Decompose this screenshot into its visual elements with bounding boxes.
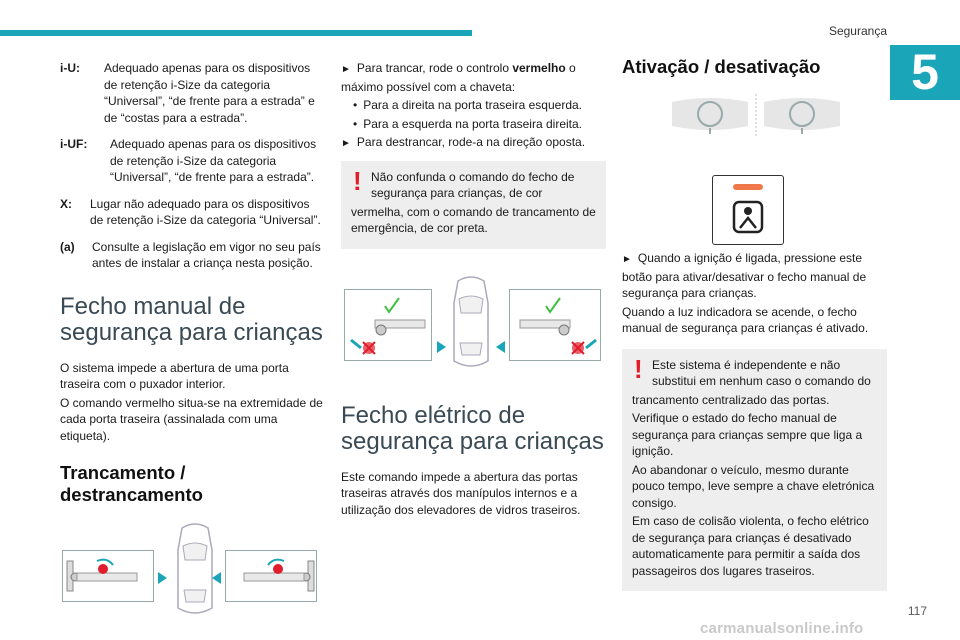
door-detail-left xyxy=(344,289,432,361)
definition-iu xyxy=(60,60,325,126)
warning-line-3: Verifique o estado do fecho manual de segurança para crianças sempre que liga a ignição. xyxy=(632,411,863,458)
warning-line-5: Em caso de colisão violenta, o fecho elétrico de segurança para crianças é desativado automaticamente para permitir a saída dos passageiros dos lugares traseiros. xyxy=(632,514,869,578)
section-name: Segurança xyxy=(828,24,887,38)
lock-sub-left: • Para a direita na porta traseira esquerda. xyxy=(341,97,606,114)
arrow-left-icon xyxy=(212,572,221,584)
arrow-right-icon xyxy=(158,572,167,584)
unlock-step: ► Para destrancar, rode-a na direção oposta. xyxy=(341,134,606,153)
child-lock-icon xyxy=(713,176,783,244)
manual-lock-heading: Fecho manual de segurança para crianças xyxy=(60,292,323,346)
activation-step: ► Quando a ignição é ligada, pressione este botão para ativar/desativar o fecho manual de segurança para crianças. xyxy=(622,250,887,302)
warning-icon: ! xyxy=(353,165,362,196)
child-lock-button[interactable] xyxy=(712,175,784,245)
column-1 xyxy=(60,60,325,628)
definition-iuf xyxy=(60,136,325,186)
warning-note xyxy=(341,161,606,249)
definition-a xyxy=(60,239,325,272)
warning-rest: vermelha, com o comando de trancamento de emergência, de cor preta. xyxy=(351,204,596,235)
definition-key: X: xyxy=(60,196,72,211)
definition-key: (a) xyxy=(60,239,75,254)
door-latch-icon xyxy=(345,290,433,362)
manual-lock-paragraph-1: O sistema impede a abertura de uma porta traseira com o puxador interior. xyxy=(60,360,289,391)
warning-line-4: Ao abandonar o veículo, mesmo durante pouco tempo, leve sempre a chave eletrónica consigo. xyxy=(632,462,875,510)
column-2 xyxy=(341,60,606,520)
warning-lead: Não confunda o comando do fecho de segurança para crianças, de cor xyxy=(371,169,575,200)
warning-lead: Este sistema é independente e não substitui em nenhum caso o comando do xyxy=(652,357,871,388)
header-accent-bar xyxy=(0,30,472,36)
door-lock-figure-1 xyxy=(60,518,325,628)
watermark[interactable]: carmanualsonline.info xyxy=(700,620,864,637)
lock-step xyxy=(341,60,606,95)
door-latch-icon xyxy=(226,551,318,603)
door-detail-right xyxy=(509,289,601,361)
dashboard-button-figure xyxy=(622,90,887,250)
activation-heading: Ativação / desativação xyxy=(622,56,821,77)
steering-wheel-icon xyxy=(622,90,882,140)
definition-text: Adequado apenas para os dispositivos de retenção i-Size da categoria “Universal”, “de frente para a estrada”. xyxy=(110,137,317,184)
car-topview-icon xyxy=(446,273,496,373)
electric-lock-heading: Fecho elétrico de segurança para crianças xyxy=(341,401,604,455)
lock-step-text-end: o máximo possível com a chaveta: xyxy=(341,61,576,94)
manual-lock-paragraph-2: O comando vermelho situa-se na extremidade de cada porta traseira (assinalada com uma etiqueta). xyxy=(60,395,323,443)
lock-step-text: Para trancar, rode o controlo xyxy=(356,61,513,75)
indicator-light-paragraph: Quando a luz indicadora se acende, o fecho manual de segurança para crianças é ativado. xyxy=(622,304,869,335)
page-number: 117 xyxy=(907,604,927,618)
door-detail-left xyxy=(62,550,154,602)
warning-icon: ! xyxy=(634,353,643,384)
definition-text: Adequado apenas para os dispositivos de retenção i-Size da categoria “Universal”, “de frente para a estrada” e de “costas para a estrada”. xyxy=(104,61,315,125)
door-latch-icon xyxy=(510,290,602,362)
lock-unlock-heading: Trancamento / destrancamento xyxy=(60,462,203,505)
definition-key: i-U: xyxy=(60,61,80,75)
chapter-number: 5 xyxy=(890,45,960,100)
warning-line-2: trancamento centralizado das portas. xyxy=(632,392,830,407)
door-detail-right xyxy=(225,550,317,602)
column-3 xyxy=(622,56,887,591)
arrow-right-icon xyxy=(437,341,446,353)
definition-key: i-UF: xyxy=(60,137,88,151)
lock-step-bold: vermelho xyxy=(512,61,566,75)
definition-text: Consulte a legislação em vigor no seu país antes de instalar a criança nesta posição. xyxy=(92,239,321,270)
definition-text: Lugar não adequado para os dispositivos de retenção i-Size da categoria “Universal”. xyxy=(90,196,321,227)
car-topview-icon xyxy=(170,520,220,620)
warning-note xyxy=(622,349,887,592)
electric-lock-paragraph: Este comando impede a abertura das portas traseiras através dos manípulos internos e a utilização dos elevadores de vidros traseiros. xyxy=(341,469,581,517)
door-lock-figure-2 xyxy=(341,271,606,383)
definition-x xyxy=(60,196,325,229)
arrow-left-icon xyxy=(496,341,505,353)
door-latch-icon xyxy=(63,551,155,603)
lock-sub-right: • Para a esquerda na porta traseira direita. xyxy=(341,116,606,133)
